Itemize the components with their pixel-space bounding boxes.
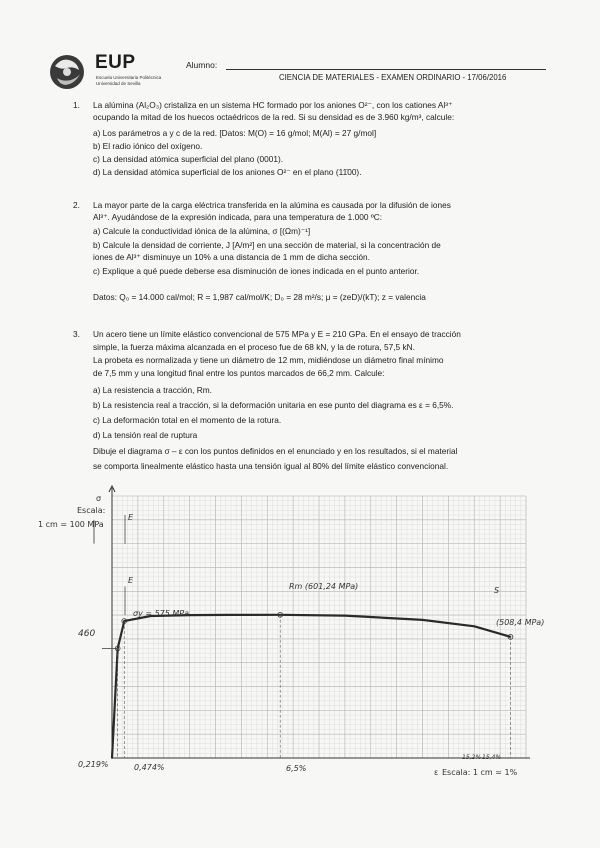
- question-text: Dibuje el diagrama σ – ε con los puntos definidos en el enunciado y en los resultados, si el material: [93, 446, 458, 456]
- question-text: simple, la fuerza máxima alcanzada en el proceso fue de 68 kN, y la de rotura, 57,5 kN.: [93, 342, 415, 352]
- question-number: 2.: [73, 200, 80, 210]
- data-point: [422, 619, 424, 621]
- data-point: [111, 757, 113, 759]
- annotation-s: S: [494, 586, 500, 595]
- annotation-e1: E: [128, 513, 134, 522]
- sub-question: c) Explique a qué puede deberse esa disminución de iones indicada en el punto anterior.: [93, 266, 420, 276]
- question-text: Al³⁺. Ayudándose de la expresión indicada, para una temperatura de 1.000 ºC:: [93, 212, 383, 222]
- question-number: 1.: [73, 100, 80, 110]
- sub-question: a) Calcule la conductividad iónica de la alúmina, σ [(Ωm)⁻¹]: [93, 226, 311, 236]
- logo-subtitle: Escuela Universitaria Politécnica: [96, 75, 162, 80]
- annotation-x2: 0,474%: [134, 763, 165, 772]
- question-text: Un acero tiene un límite elástico convencional de 575 MPa y E = 210 GPa. En el ensayo de tracción: [93, 329, 461, 339]
- sub-question: d) La densidad atómica superficial de los aniones O²⁻ en el plano (11̄00).: [93, 167, 362, 177]
- question-text: La probeta es normalizada y tiene un diámetro de 12 mm, midiéndose un diámetro final mínimo: [93, 355, 444, 365]
- annotation-x5: 15,4%: [482, 754, 502, 761]
- sub-question: b) Calcule la densidad de corriente, J [A/m²] en una sección de material, si la concentración de: [93, 240, 441, 250]
- annotation-x1: 0,219%: [78, 760, 109, 769]
- sigma-axis-label: σ: [96, 494, 102, 503]
- data-point: [344, 615, 346, 617]
- student-label: Alumno:: [186, 60, 218, 70]
- scale-label: Escala:: [77, 506, 106, 515]
- sub-question: d) La tensión real de ruptura: [93, 430, 198, 440]
- question-text: se comporta linealmente elástico hasta una tensión igual al 80% del límite elástico convencional.: [93, 461, 449, 471]
- question-text: de 7,5 mm y una longitud final entre los puntos marcados de 66,2 mm. Calcule:: [93, 368, 385, 378]
- sub-question: iones de Al³⁺ disminuye un 10% a una distancia de 1 mm de dicha sección.: [93, 252, 370, 262]
- sub-question: b) El radio iónico del oxígeno.: [93, 141, 203, 151]
- data-point: [473, 625, 475, 627]
- epsilon-scale: Escala: 1 cm = 1%: [442, 768, 518, 777]
- university-logo-icon: [47, 52, 91, 92]
- data-point: [504, 634, 506, 636]
- exam-title: CIENCIA DE MATERIALES - EXAMEN ORDINARIO - 17/06/2016: [279, 73, 507, 82]
- epsilon-axis-label: ε: [434, 768, 439, 777]
- annotation-rm: Rm (601,24 MPa): [289, 582, 359, 591]
- question-text: La alúmina (Al₂O₃) cristaliza en un sistema HC formado por los aniones O²⁻, con los cationes Al³⁺: [93, 100, 453, 110]
- annotation-x3: 6,5%: [286, 764, 307, 773]
- annotation-e2: E: [128, 576, 134, 585]
- annotation-yield: σy = 575 MPa: [133, 609, 190, 618]
- question-text: ocupando la mitad de los huecos octaédricos de la red. Si su densidad es de 3.960 kg/m³, calcule:: [93, 112, 455, 122]
- logo-text: EUP: [95, 52, 136, 73]
- logo-subtitle-2: Universidad de Sevilla: [96, 81, 141, 86]
- annotation-rupture: (508,4 MPa): [496, 618, 545, 627]
- annotation-x4: 15,2%: [462, 754, 482, 761]
- student-name-field[interactable]: [226, 69, 546, 70]
- question-text: La mayor parte de la carga eléctrica transferida en la alúmina es causada por la difusión de iones: [93, 200, 451, 210]
- sub-question: a) Los parámetros a y c de la red. [Datos: M(O) = 16 g/mol; M(Al) = 27 g/mol]: [93, 128, 377, 138]
- annotation-460: 460: [78, 629, 96, 639]
- data-point: [228, 614, 230, 616]
- sub-question: c) La deformación total en el momento de la rotura.: [93, 415, 282, 425]
- sub-question: b) La resistencia real a tracción, si la deformación unitaria en ese punto del diagrama es ε = 6,5%.: [93, 400, 454, 410]
- sub-question: c) La densidad atómica superficial del plano (0001).: [93, 154, 284, 164]
- data-line: Datos: Q₀ = 14.000 cal/mol; R = 1,987 cal/mol/K; D₀ = 28 m²/s; μ = (zeD)/(kT); z = valencia: [93, 292, 426, 302]
- scale-value: 1 cm = 100 MPa: [38, 520, 104, 529]
- question-number: 3.: [73, 329, 80, 339]
- sub-question: a) La resistencia a tracción, Rm.: [93, 385, 212, 395]
